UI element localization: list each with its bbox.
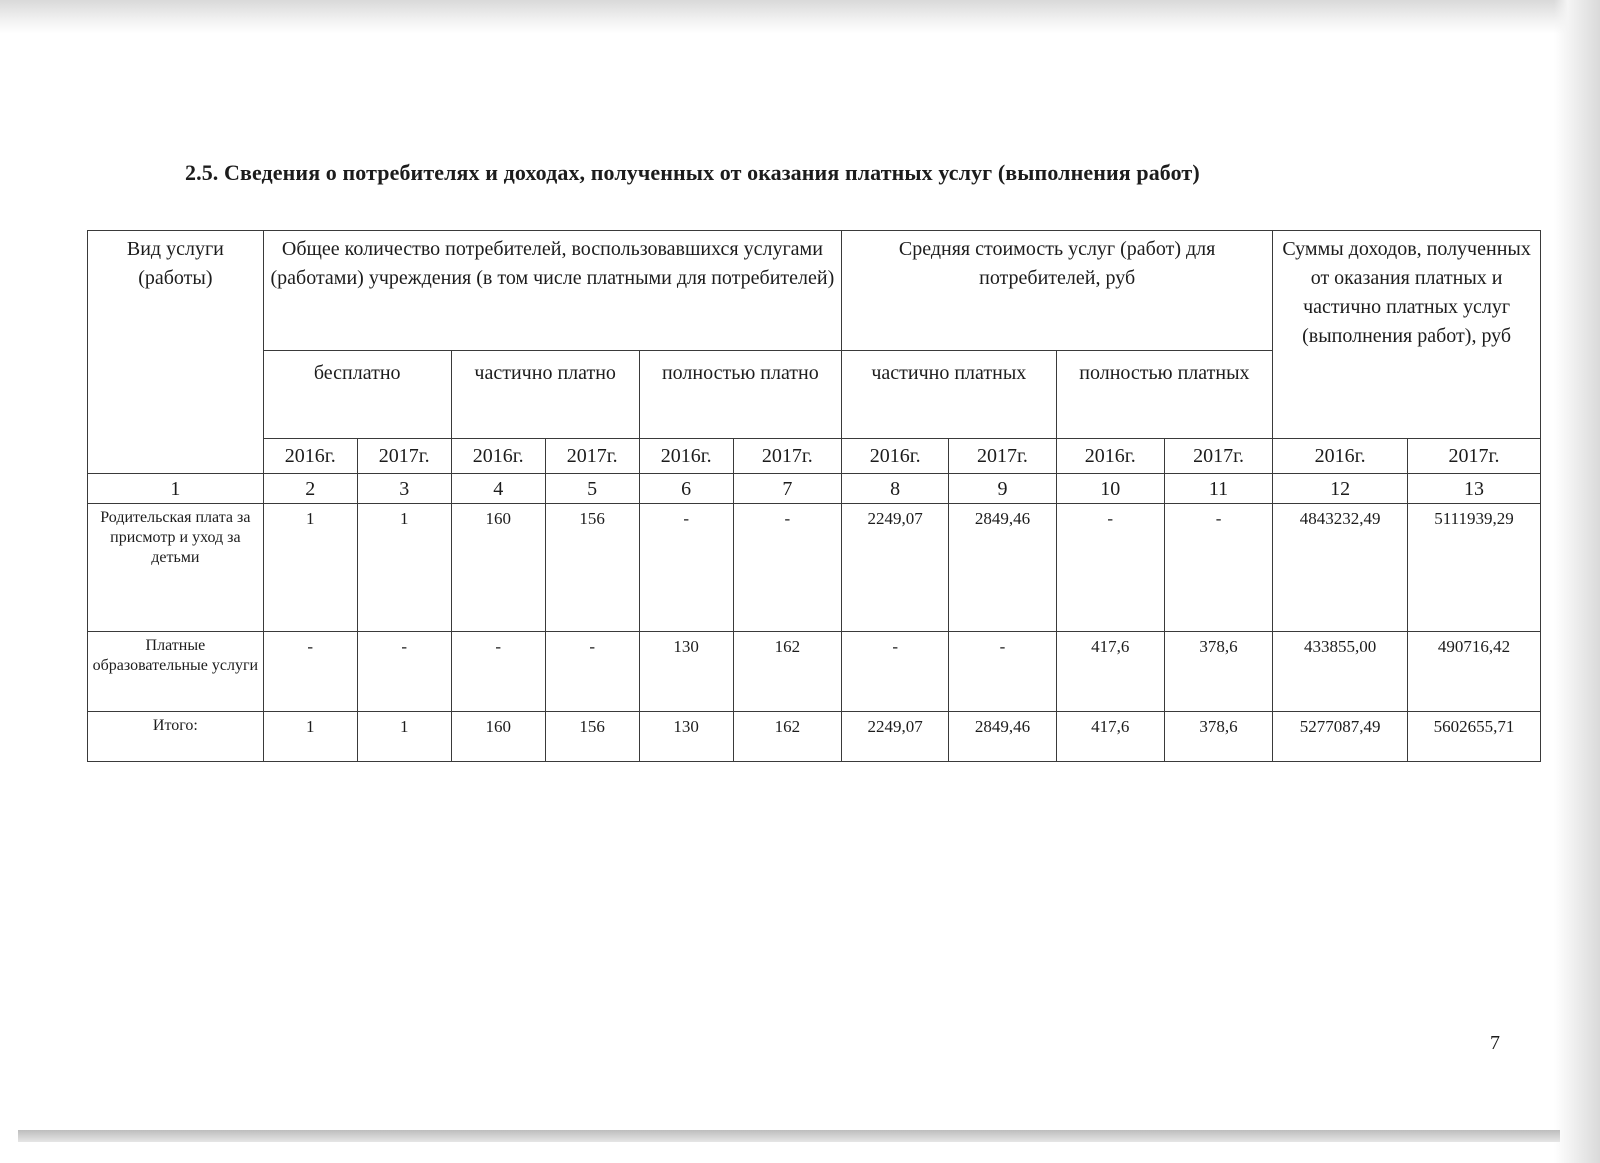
- header-row-top: [88, 231, 1541, 351]
- table-cell: 417,6: [1056, 632, 1164, 712]
- row-label: Итого:: [88, 712, 264, 762]
- table-cell: 5602655,71: [1408, 712, 1541, 762]
- table-row: [88, 504, 1541, 632]
- header-fully-paid: полностью платно: [639, 351, 841, 439]
- header-consumers-total: Общее количество потребителей, воспользовавшихся услугами (работами) учреждения (в том числе платными для потребителей): [263, 231, 841, 351]
- header-year: 2016г.: [1056, 439, 1164, 474]
- header-year: 2016г.: [1273, 439, 1408, 474]
- header-year: 2016г.: [639, 439, 733, 474]
- row-label: Платные образовательные услуги: [88, 632, 264, 712]
- total-row: [88, 712, 1541, 762]
- header-free: бесплатно: [263, 351, 451, 439]
- column-number: 7: [733, 474, 841, 504]
- table-cell: 156: [545, 712, 639, 762]
- table-cell: -: [1164, 504, 1272, 632]
- column-number: 2: [263, 474, 357, 504]
- scan-right-shadow: [1554, 0, 1600, 1163]
- header-year: 2017г.: [733, 439, 841, 474]
- table-cell: 160: [451, 504, 545, 632]
- table-cell: 1: [263, 504, 357, 632]
- column-number: 13: [1408, 474, 1541, 504]
- header-year: 2016г.: [451, 439, 545, 474]
- row-label: Родительская плата за присмотр и уход за детьми: [88, 504, 264, 632]
- table-cell: 2249,07: [842, 712, 949, 762]
- table-cell: 160: [451, 712, 545, 762]
- scan-bottom-edge: [18, 1130, 1560, 1142]
- table-cell: 2849,46: [949, 504, 1056, 632]
- column-number: 10: [1056, 474, 1164, 504]
- table-cell: 162: [733, 632, 841, 712]
- header-service-type: Вид услуги (работы): [88, 231, 264, 474]
- header-year: 2017г.: [949, 439, 1056, 474]
- table-cell: 378,6: [1164, 632, 1272, 712]
- column-number: 12: [1273, 474, 1408, 504]
- table-cell: -: [357, 632, 451, 712]
- table-cell: 2249,07: [842, 504, 949, 632]
- header-year: 2016г.: [263, 439, 357, 474]
- header-year: 2017г.: [545, 439, 639, 474]
- table-cell: 5277087,49: [1273, 712, 1408, 762]
- table-cell: 433855,00: [1273, 632, 1408, 712]
- scan-top-shadow: [0, 0, 1600, 34]
- column-number: 8: [842, 474, 949, 504]
- column-number: 4: [451, 474, 545, 504]
- column-number: 5: [545, 474, 639, 504]
- table-cell: 490716,42: [1408, 632, 1541, 712]
- table-cell: -: [639, 504, 733, 632]
- column-number: 11: [1164, 474, 1272, 504]
- table-cell: -: [1056, 504, 1164, 632]
- table-cell: 378,6: [1164, 712, 1272, 762]
- header-row-years: [88, 439, 1541, 474]
- header-year: 2017г.: [1408, 439, 1541, 474]
- table-cell: -: [842, 632, 949, 712]
- table-cell: 130: [639, 632, 733, 712]
- table-cell: 417,6: [1056, 712, 1164, 762]
- table-cell: -: [949, 632, 1056, 712]
- table-cell: 130: [639, 712, 733, 762]
- page-number: 7: [1490, 1032, 1500, 1054]
- table-cell: 1: [357, 504, 451, 632]
- table-cell: 156: [545, 504, 639, 632]
- table-cell: 4843232,49: [1273, 504, 1408, 632]
- table-cell: 1: [263, 712, 357, 762]
- header-year: 2016г.: [842, 439, 949, 474]
- table-cell: -: [545, 632, 639, 712]
- column-number: 3: [357, 474, 451, 504]
- header-year: 2017г.: [1164, 439, 1272, 474]
- column-number: 6: [639, 474, 733, 504]
- header-income: Суммы доходов, полученных от оказания платных и частично платных услуг (выполнения работ), руб: [1273, 231, 1541, 439]
- table-row: [88, 632, 1541, 712]
- table-cell: 5111939,29: [1408, 504, 1541, 632]
- section-title: 2.5. Сведения о потребителях и доходах, полученных от оказания платных услуг (выполнения работ): [185, 160, 1200, 185]
- table-cell: 162: [733, 712, 841, 762]
- column-number: 1: [88, 474, 264, 504]
- header-year: 2017г.: [357, 439, 451, 474]
- table-cell: -: [263, 632, 357, 712]
- header-avg-cost: Средняя стоимость услуг (работ) для потребителей, руб: [842, 231, 1273, 351]
- table-cell: -: [451, 632, 545, 712]
- table-cell: 2849,46: [949, 712, 1056, 762]
- header-partially-paid: частично платно: [451, 351, 639, 439]
- column-number: 9: [949, 474, 1056, 504]
- header-partially-paid-avg: частично платных: [842, 351, 1057, 439]
- header-fully-paid-avg: полностью платных: [1056, 351, 1273, 439]
- table-cell: -: [733, 504, 841, 632]
- services-table: [87, 230, 1541, 762]
- table-cell: 1: [357, 712, 451, 762]
- column-number-row: [88, 474, 1541, 504]
